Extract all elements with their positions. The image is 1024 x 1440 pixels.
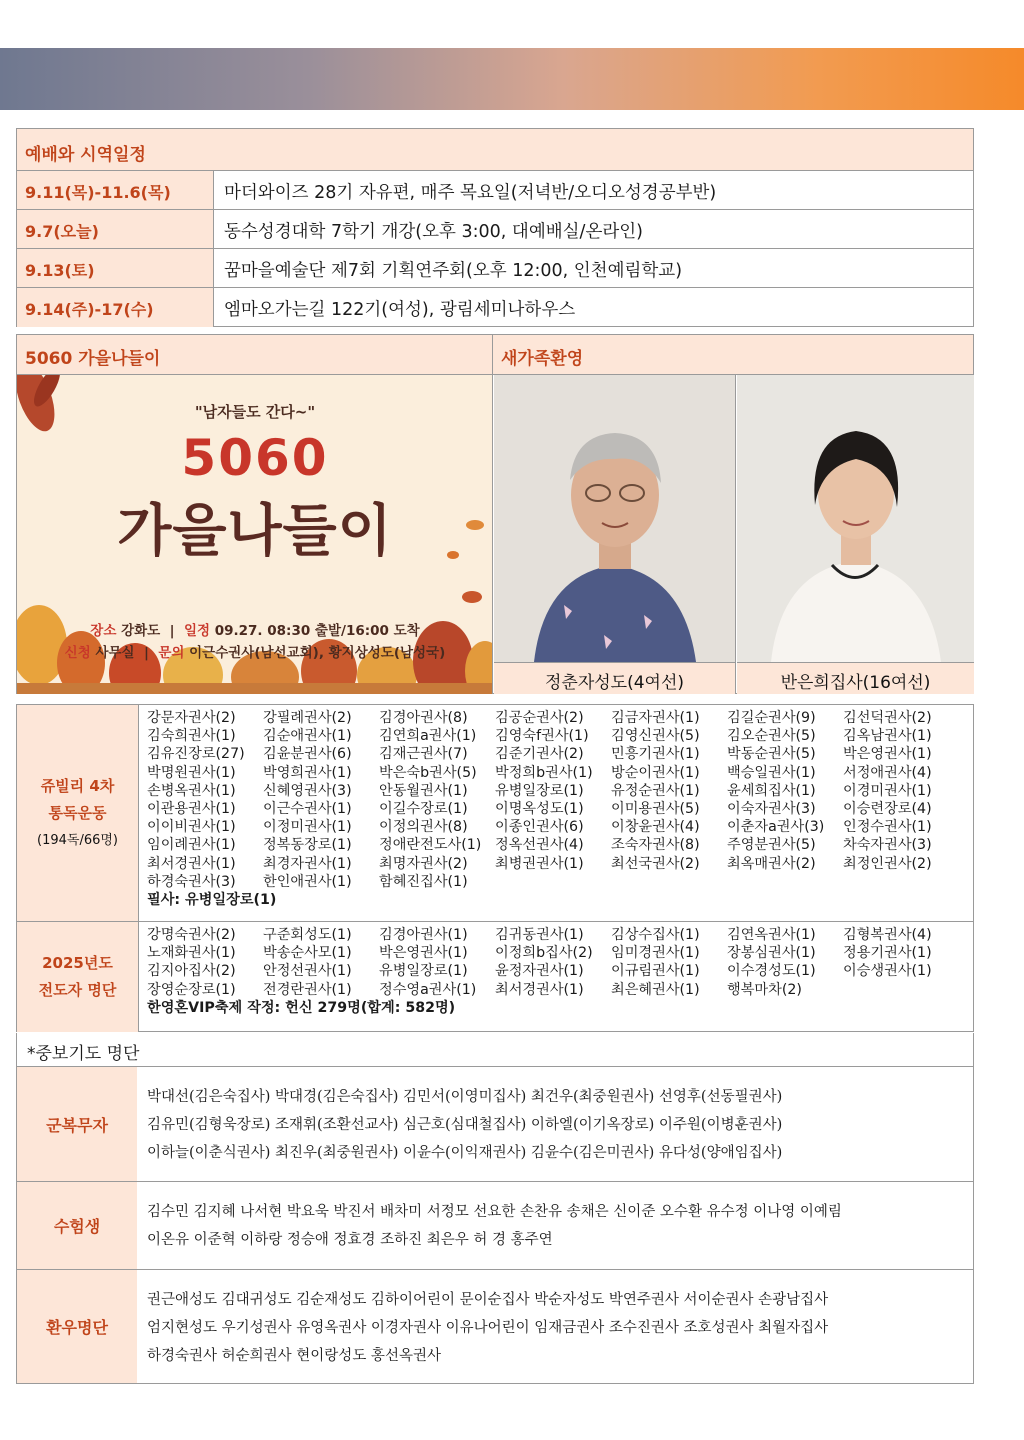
name-entry: 김영신권사(5) (611, 728, 700, 745)
name-row (147, 745, 967, 763)
name-entry: 백승일권사(1) (727, 764, 816, 781)
name-entry: 김경아권사(1) (379, 927, 468, 943)
sick-names: 권근애성도 김대귀성도 김순재성도 김하이어린이 문이순집사 박순자성도 박연주권사 서이순권사 손광남집사 엄지현성도 우기성권사 유영옥권사 이경자권사 이유나어린이 임재금권사 조수진권사 조호성권사 최월자집사 하경숙권사 허순희권사 현이랑성도 홍선옥권사 (147, 1292, 829, 1364)
poster-info-line-2: 신청 사무실 | 문의 이근수권사(남선교회), 황지상성도(남성국) (64, 645, 446, 661)
name-entry: 김길순권사(9) (727, 710, 816, 726)
military-label: 군복무자 (17, 1067, 137, 1181)
name-entry: 장영순장로(1) (147, 981, 236, 998)
jubilee-row (17, 705, 973, 922)
name-entry: 김준기권사(2) (495, 746, 584, 763)
name-entry: 박명원권사(1) (147, 764, 236, 781)
name-row (147, 962, 967, 980)
name-entry: 김경아권사(8) (379, 710, 468, 726)
name-entry (843, 873, 959, 891)
poster-heading-text: 가을나들이 (117, 499, 393, 564)
exam-names: 김수민 김지혜 나서현 박요욱 박진서 배차미 서정모 선요한 손찬유 송채은 신이준 오수환 유수정 이나영 이예림 이온유 이준혁 이하랑 정승애 정효경 조하진 최은우 허 경 홍주연 (147, 1204, 842, 1248)
name-row (147, 709, 967, 727)
name-entry: 윤정자권사(1) (495, 963, 584, 980)
name-entry: 최서경권사(1) (495, 981, 584, 998)
name-entry: 이규림권사(1) (611, 963, 700, 980)
name-entry: 강명숙권사(2) (147, 927, 236, 943)
military-names: 박대선(김은숙집사) 박대경(김은숙집사) 김민서(이영미집사) 최건우(최중원권사) 선영후(선동필권사) 김유민(김형욱장로) 조재휘(조환선교사) 심근호(심대철집사) 이하엘(이기옥장로) 이주원(이병훈권사) 이하늘(이춘식권사) 최진우(최중원권사) 이윤수(이익재권사) 김윤수(김은미권사) 유다성(양애임집사) (147, 1089, 783, 1161)
name-entry: 차숙자권사(3) (843, 837, 932, 854)
name-entry: 김오순권사(5) (727, 728, 816, 745)
name-entry: 유병일장로(1) (495, 782, 584, 799)
prayer-row-exam (17, 1182, 973, 1270)
name-entry: 방순이권사(1) (611, 764, 700, 781)
name-entry: 주영분권사(5) (727, 837, 816, 854)
name-entry: 인정수권사(1) (843, 819, 932, 836)
name-entry: 김순애권사(1) (263, 728, 352, 745)
name-entry: 이수경성도(1) (727, 963, 816, 980)
name-entry: 이길수장로(1) (379, 801, 468, 818)
schedule-text: 동수성경대학 7학기 개강(오후 3:00, 대예배실/온라인) (224, 222, 643, 242)
schedule-row (17, 210, 973, 249)
sick-label: 환우명단 (17, 1270, 137, 1383)
schedule-row (17, 249, 973, 288)
name-entry: 최옥매권사(2) (727, 855, 816, 872)
name-entry: 김옥남권사(1) (843, 728, 932, 745)
name-entry: 최병권권사(1) (495, 855, 584, 872)
schedule-text: 꿈마을예술단 제7회 기획연주회(오후 12:00, 인천예림학교) (224, 261, 683, 281)
name-entry: 안동월권사(1) (379, 782, 468, 799)
name-entry: 이관용권사(1) (147, 801, 236, 818)
name-entry: 박동순권사(5) (727, 746, 816, 763)
name-row (147, 764, 967, 782)
name-entry: 정수영a권사(1) (379, 981, 477, 998)
name-row (147, 981, 967, 999)
name-entry: 이종인권사(6) (495, 819, 584, 836)
name-entry: 김공순권사(2) (495, 710, 584, 726)
name-row (147, 836, 967, 854)
exam-label: 수험생 (17, 1182, 137, 1269)
header-gradient-band (0, 48, 1024, 110)
newfamily-photo-1 (494, 375, 736, 662)
name-entry: 이창윤권사(4) (611, 819, 700, 836)
name-entry: 이숙자권사(3) (727, 801, 816, 818)
name-entry: 최정인권사(2) (843, 855, 932, 872)
name-entry: 박은영권사(1) (843, 746, 932, 763)
name-entry: 최명자권사(2) (379, 855, 468, 872)
name-row (147, 818, 967, 836)
newfamily-caption: 반은희집사(16여선) (737, 662, 974, 694)
summary-line: 필사: 유병일장로(1) (147, 892, 277, 909)
name-entry: 박은영권사(1) (379, 945, 468, 962)
poster-quote: "남자들도 간다~" (194, 403, 316, 421)
name-entry: 이정미권사(1) (263, 819, 352, 836)
poster-info-line-1: 장소 강화도 | 일정 09.27. 08:30 출발/16:00 도착 (90, 623, 420, 639)
name-entry: 김선덕권사(2) (843, 710, 932, 726)
name-entry (843, 981, 959, 999)
schedule-row (17, 171, 973, 210)
jubilee-label: 쥬빌리 4차 통독운동 (194독/66명) (17, 705, 139, 921)
prayer-row-military (17, 1067, 973, 1182)
autumn-title: 5060 가을나들이 (17, 335, 493, 374)
name-entry: 최경자권사(1) (263, 855, 352, 872)
name-entry: 박송순사모(1) (263, 945, 352, 962)
schedule-date: 9.14(주)-17(수) (17, 288, 214, 327)
name-entry: 유병일장로(1) (379, 963, 468, 980)
name-entry: 이춘자a권사(3) (727, 819, 825, 836)
name-entry: 김재근권사(7) (379, 746, 468, 763)
poster-heading-number: 5060 (181, 429, 329, 487)
schedule-text: 엠마오가는길 122기(여성), 광림세미나하우스 (224, 300, 576, 320)
name-entry: 최서경권사(1) (147, 855, 236, 872)
name-entry: 김유진장로(27) (147, 746, 245, 763)
name-entry: 이승련장로(4) (843, 801, 932, 818)
schedule-title: 예배와 시역일정 (17, 129, 973, 171)
name-entry: 장봉심권사(1) (727, 945, 816, 962)
person-photo-icon (737, 375, 974, 662)
name-entry: 하경숙권사(3) (147, 873, 236, 890)
name-entry (611, 873, 727, 891)
name-entry: 정옥선권사(4) (495, 837, 584, 854)
schedule-date: 9.13(토) (17, 249, 214, 287)
name-entry: 전경란권사(1) (263, 981, 352, 998)
middle-section (16, 334, 974, 694)
name-row (147, 855, 967, 873)
name-entry: 한인애권사(1) (263, 873, 352, 890)
prayer-title: *중보기도 명단 (16, 1033, 974, 1067)
name-entry: 임미경권사(1) (611, 945, 700, 962)
prayer-row-sick (17, 1270, 973, 1383)
name-entry: 서정애권사(4) (843, 764, 932, 781)
evangelist-label: 2025년도 전도자 명단 (17, 922, 139, 1032)
name-entry: 정애란전도사(1) (379, 837, 482, 854)
prayer-table (16, 1066, 974, 1384)
newfamily-caption: 정춘자성도(4여선) (494, 662, 736, 694)
name-entry: 김윤분권사(6) (263, 746, 352, 763)
name-entry: 정복동장로(1) (263, 837, 352, 854)
name-entry: 박정희b권사(1) (495, 764, 593, 781)
newfamily-photo-2 (737, 375, 974, 662)
person-photo-icon (494, 375, 736, 662)
name-entry: 최선국권사(2) (611, 855, 700, 872)
name-entry: 박영희권사(1) (263, 764, 352, 781)
name-entry: 행복마차(2) (727, 981, 802, 998)
name-entry: 함혜진집사(1) (379, 873, 468, 890)
name-entry: 이경미권사(1) (843, 782, 932, 799)
name-row (147, 782, 967, 800)
name-row (147, 944, 967, 962)
name-row (147, 800, 967, 818)
schedule-text: 마더와이즈 28기 자유편, 매주 목요일(저녁반/오디오성경공부반) (224, 183, 717, 203)
middle-headers (17, 335, 973, 375)
name-entry: 박은숙b권사(5) (379, 764, 477, 781)
name-row (147, 727, 967, 745)
jubilee-names (139, 705, 973, 921)
evangelist-row (17, 922, 973, 1032)
autumn-poster (17, 375, 493, 694)
name-entry: 조숙자권사(8) (611, 837, 700, 854)
name-entry: 이근수권사(1) (263, 801, 352, 818)
name-entry: 이이비권사(1) (147, 819, 236, 836)
name-entry (727, 873, 843, 891)
name-row (147, 873, 967, 891)
name-entry: 이정의권사(8) (379, 819, 468, 836)
name-entry: 김귀동권사(1) (495, 927, 584, 943)
schedule-table (16, 128, 974, 327)
name-entry: 안정선권사(1) (263, 963, 352, 980)
name-entry: 신혜영권사(3) (263, 782, 352, 799)
name-entry: 김상수집사(1) (611, 927, 700, 943)
reading-lists (16, 704, 974, 1032)
name-entry: 김연희a권사(1) (379, 728, 477, 745)
name-entry: 노재화권사(1) (147, 945, 236, 962)
name-entry: 이명옥성도(1) (495, 801, 584, 818)
name-entry: 정용기권사(1) (843, 945, 932, 962)
evangelist-names (139, 922, 973, 1032)
name-entry: 최은혜권사(1) (611, 981, 700, 998)
name-entry: 구준회성도(1) (263, 927, 352, 943)
name-entry: 민흥기권사(1) (611, 746, 700, 763)
name-entry: 강문자권사(2) (147, 710, 236, 726)
name-entry: 이정희b집사(2) (495, 945, 593, 962)
schedule-date: 9.7(오늘) (17, 210, 214, 248)
name-entry: 김형복권사(4) (843, 927, 932, 943)
name-entry (495, 873, 611, 891)
name-entry: 김숙희권사(1) (147, 728, 236, 745)
schedule-date: 9.11(목)-11.6(목) (17, 171, 214, 209)
name-entry: 김연옥권사(1) (727, 927, 816, 943)
newfamily-title: 새가족환영 (501, 349, 584, 369)
name-entry: 이승생권사(1) (843, 963, 932, 980)
name-entry: 윤세희집사(1) (727, 782, 816, 799)
name-entry: 유정순권사(1) (611, 782, 700, 799)
name-entry: 강필례권사(2) (263, 710, 352, 726)
name-entry: 손병옥권사(1) (147, 782, 236, 799)
summary-line: 한영혼VIP축제 작정: 헌신 279명(합계: 582명) (147, 999, 456, 1016)
name-entry: 이미용권사(5) (611, 801, 700, 818)
name-entry: 김지아집사(2) (147, 963, 236, 980)
schedule-row (17, 288, 973, 327)
name-entry: 김금자권사(1) (611, 710, 700, 726)
name-entry: 임이례권사(1) (147, 837, 236, 854)
name-entry: 김영숙f권사(1) (495, 728, 589, 745)
name-row (147, 926, 967, 944)
